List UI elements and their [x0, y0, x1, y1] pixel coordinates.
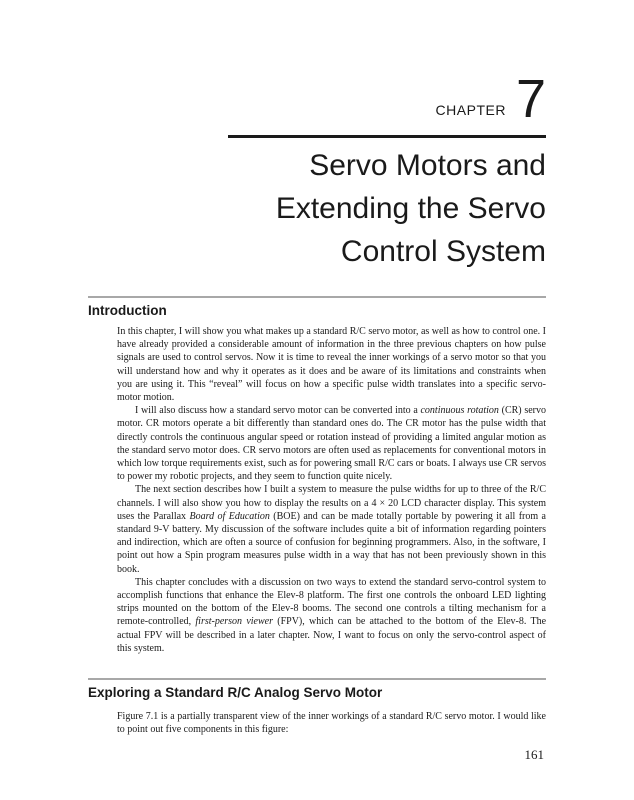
paragraph: Figure 7.1 is a partially transparent view of the inner workings of a standard R/C servo motor. I would like to point out five components in this figure:: [117, 711, 546, 736]
paragraph: I will also discuss how a standard servo motor can be converted into a continuous rotation (CR) servo motor. CR motors operate a bit differently than standard ones do. The CR motor has the pulse width that directly controls the continuous angular speed or rotation instead of providing a limited angular motion as the standard servo motor does. CR servo motors are often used as replacements for conventional motors in which low torque requirements exist, such as for powering small R/C cars or boats. I always use CR servos to power my robotic projects, and they seem to function quite nicely.: [117, 405, 546, 483]
section-rule: [88, 296, 546, 298]
paragraph: This chapter concludes with a discussion on two ways to extend the standard servo-control system to accomplish functions that enhance the Elev-8 platform. The first one controls the onboard LED lighting strips mounted on the bottom of the Elev-8 booms. The second one controls a tilting mechanism for a remote-controlled, first-person viewer (FPV), which can be attached to the bottom of the Elev-8. The actual FPV will be described in a later chapter. Now, I want to focus on only the servo-control aspect of this system.: [117, 576, 547, 654]
chapter-title-line: Control System: [340, 235, 546, 268]
section-rule: [88, 678, 546, 680]
introduction-body: [117, 325, 546, 655]
chapter-title-line: Extending the Servo: [275, 192, 546, 225]
paragraph: In this chapter, I will show you what makes up a standard R/C servo motor, as well as how to control one. I have already provided a considerable amount of information in the three previous chapters on how pulse signals are used to control servos. Now it is time to reveal the inner workings of a servo motor so that you will understand how and why it operates as it does and be aware of its limitations and constraints when you are using it. This “reveal” will focus on how a specific pulse width translates into a specific servo-motor motion.: [117, 326, 546, 404]
chapter-title-line: Servo Motors and: [309, 149, 546, 182]
servo-section-body: [117, 710, 546, 736]
chapter-heading: [435, 69, 546, 129]
section-heading-servo: Exploring a Standard R/C Analog Servo Motor: [88, 685, 383, 700]
paragraph: The next section describes how I built a system to measure the pulse widths for up to three of the R/C channels. I will also show you how to display the results on a 4 × 20 LCD character display. This system uses the Parallax Board of Education (BOE) and can be made totally portable by powering it all from a standard 9-V battery. My discussion of the software includes quite a bit of information regarding pointers and indirection, which are often a source of confusion for beginning programmers. Also, in the software, I point out how a Spin program measures pulse width in a way that has not been previously shown in this book.: [117, 484, 546, 575]
chapter-label: CHAPTER: [435, 102, 506, 118]
chapter-rule: [228, 135, 546, 138]
section-heading-introduction: Introduction: [88, 303, 167, 318]
chapter-number: 7: [515, 69, 546, 129]
chapter-title: [226, 144, 546, 273]
page-number: 161: [524, 747, 544, 762]
